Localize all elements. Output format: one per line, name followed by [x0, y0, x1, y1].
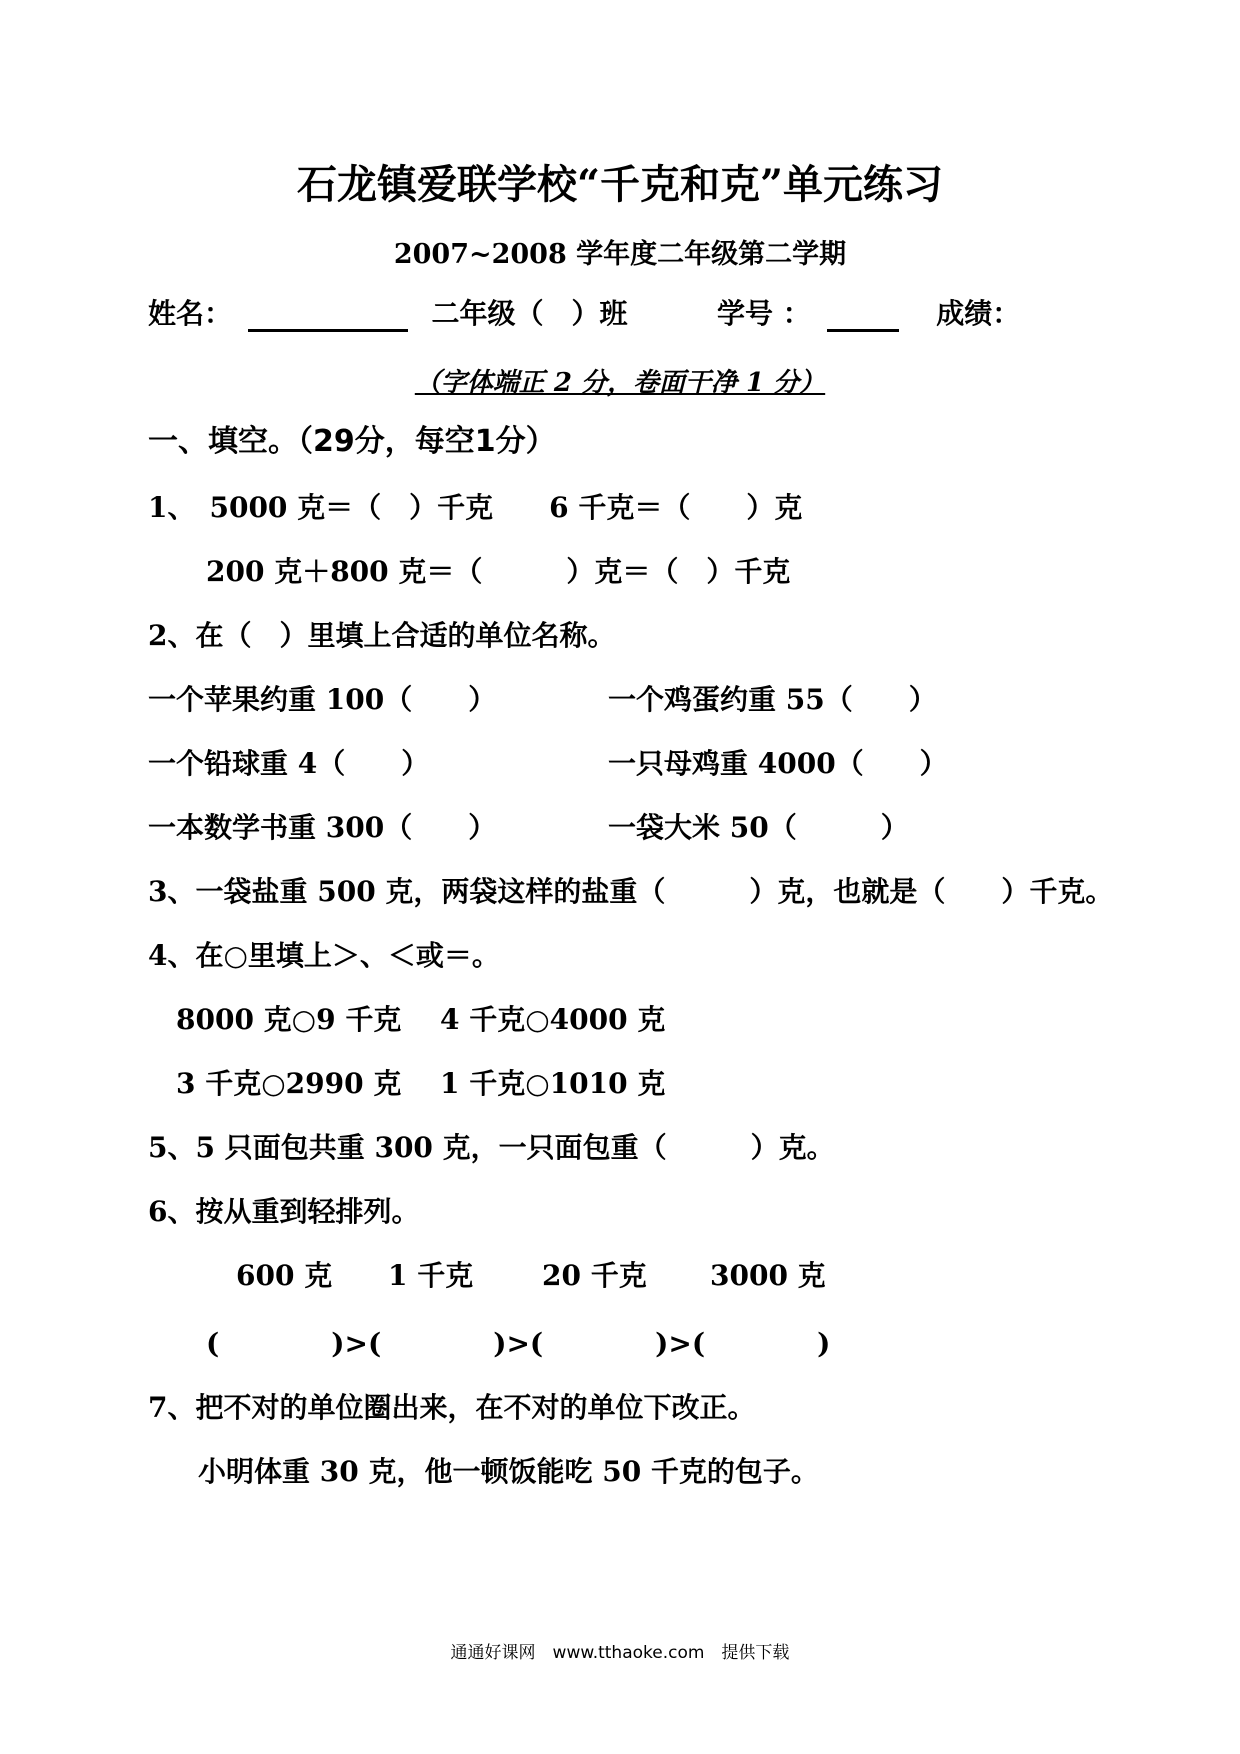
- class-label: 二年级（ ）班: [431, 297, 628, 330]
- question-1-line-2: 200 克＋800 克＝（ ）克＝（ ）千克: [206, 555, 791, 588]
- question-4-item: 8000 克○9 千克: [176, 1003, 402, 1036]
- question-2-item: 一袋大米 50（ ）: [608, 811, 909, 844]
- question-4-item: 4 千克○4000 克: [440, 1003, 666, 1036]
- footer-credit: 通通好课网 www.tthaoke.com 提供下载: [450, 1643, 790, 1663]
- question-5: 5、5 只面包共重 300 克，一只面包重（ ）克。: [148, 1131, 835, 1164]
- score-label: 成绩：: [936, 297, 1021, 330]
- question-6-weight: 1 千克: [388, 1259, 474, 1292]
- question-7-stem: 7、把不对的单位圈出来，在不对的单位下改正。: [148, 1391, 756, 1424]
- question-6-stem: 6、按从重到轻排列。: [148, 1195, 420, 1228]
- question-3: 3、一袋盐重 500 克，两袋这样的盐重（ ）克，也就是（ ）千克。: [148, 875, 1114, 908]
- question-2-item: 一只母鸡重 4000（ ）: [608, 747, 948, 780]
- question-6-weight: 20 千克: [542, 1259, 647, 1292]
- question-6-order-blanks: ( )>( )>( )>( ): [206, 1327, 831, 1360]
- question-2-item: 一个铅球重 4（ ）: [148, 747, 430, 780]
- worksheet-subtitle: 2007~2008 学年度二年级第二学期: [393, 239, 847, 270]
- question-2-item: 一本数学书重 300（ ）: [148, 811, 497, 844]
- question-1-line-1: 1、 5000 克＝（ ）千克 6 千克＝（ ）克: [148, 491, 803, 524]
- question-6-weight: 3000 克: [710, 1259, 826, 1292]
- neatness-note: （字体端正 2 分，卷面干净 1 分）: [414, 368, 826, 398]
- question-2-item: 一个鸡蛋约重 55（ ）: [608, 683, 937, 716]
- name-label: 姓名：: [148, 297, 233, 330]
- name-blank[interactable]: [248, 299, 408, 332]
- student-number-label: 学号 ：: [717, 297, 811, 330]
- question-2-stem: 2、在（ ）里填上合适的单位名称。: [148, 619, 616, 652]
- section-1-heading: 一、填空。（29分，每空1分）: [148, 424, 556, 459]
- question-4-item: 3 千克○2990 克: [176, 1067, 402, 1100]
- student-number-blank[interactable]: [827, 299, 899, 332]
- question-7-text: 小明体重 30 克，他一顿饭能吃 50 千克的包子。: [198, 1455, 819, 1488]
- student-info-row: [148, 296, 1020, 332]
- worksheet-title: 石龙镇爱联学校“千克和克”单元练习: [296, 161, 943, 208]
- question-4-stem: 4、在○里填上＞、＜或＝。: [148, 939, 500, 972]
- question-6-weight: 600 克: [236, 1259, 333, 1292]
- question-4-item: 1 千克○1010 克: [440, 1067, 666, 1100]
- question-2-item: 一个苹果约重 100（ ）: [148, 683, 497, 716]
